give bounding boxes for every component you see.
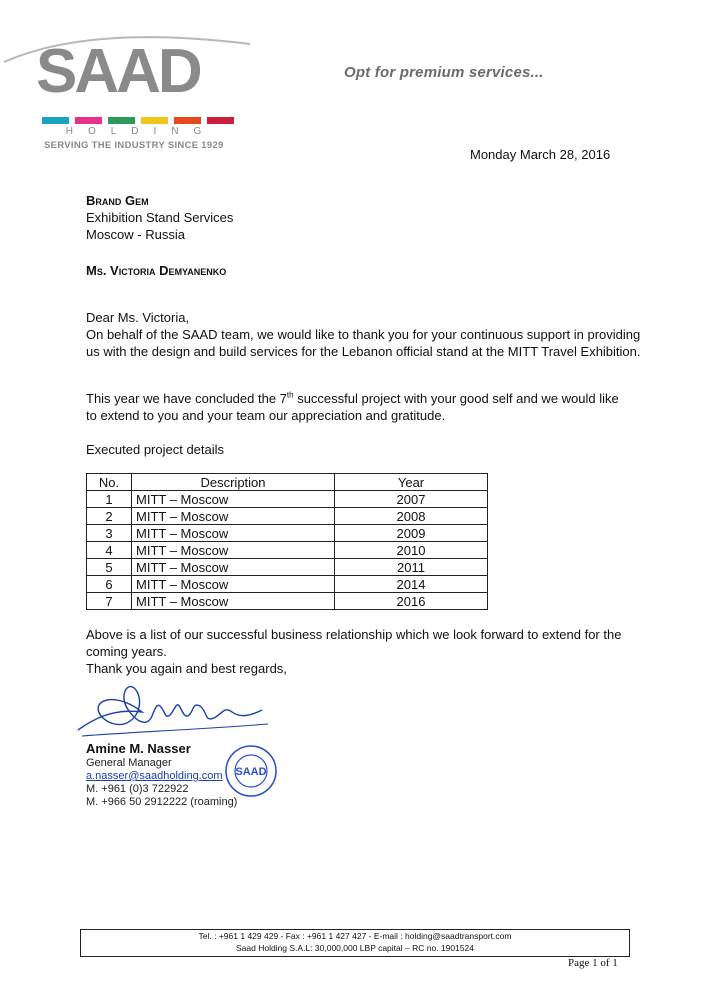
footer-line-2: Saad Holding S.A.L: 30,000,000 LBP capital – RC no. 1901524	[235, 943, 475, 953]
logo-bar-4	[141, 117, 168, 124]
cell-year: 2008	[335, 508, 488, 525]
recipient-line-2: Exhibition Stand Services	[86, 210, 234, 225]
table-row	[87, 542, 488, 559]
header-description: Description	[132, 474, 335, 491]
table-row	[87, 508, 488, 525]
recipient-company: Brand Gem	[86, 193, 149, 208]
cell-no: 2	[87, 508, 132, 525]
signatory-email-link[interactable]: a.nasser@saadholding.com	[86, 770, 223, 782]
signature-icon	[72, 672, 272, 750]
table-header-row	[87, 474, 488, 491]
table-row	[87, 559, 488, 576]
footer-box	[80, 929, 630, 957]
cell-description: MITT – Moscow	[132, 593, 335, 610]
cell-description: MITT – Moscow	[132, 508, 335, 525]
paragraph-2-after: successful project with your good self and we would like to extend to you and your team our appreciation and gratitude.	[86, 391, 619, 423]
paragraph-2-superscript: th	[286, 390, 294, 400]
paragraph-2-before: This year we have concluded the 7	[86, 391, 287, 406]
cell-description: MITT – Moscow	[132, 576, 335, 593]
cell-no: 3	[87, 525, 132, 542]
projects-table	[86, 473, 488, 610]
logo-bar-3	[108, 117, 135, 124]
stamp-icon	[224, 744, 278, 798]
saad-holding-logo	[0, 22, 260, 151]
cell-no: 6	[87, 576, 132, 593]
cell-no: 4	[87, 542, 132, 559]
logo-bar-2	[75, 117, 102, 124]
logo-slogan: SERVING THE INDUSTRY SINCE 1929	[44, 140, 224, 151]
cell-description: MITT – Moscow	[132, 559, 335, 576]
letter-date: Monday March 28, 2016	[470, 147, 611, 162]
header-no: No.	[87, 474, 132, 491]
cell-no: 1	[87, 491, 132, 508]
cell-year: 2009	[335, 525, 488, 542]
logo-brand: SAAD	[36, 37, 200, 106]
cell-year: 2010	[335, 542, 488, 559]
company-tagline: Opt for premium services...	[344, 64, 544, 81]
recipient-address	[86, 192, 233, 243]
paragraph-2	[86, 390, 626, 424]
table-row	[87, 491, 488, 508]
company-stamp	[224, 744, 278, 798]
cell-no: 7	[87, 593, 132, 610]
signatory-title: General Manager	[86, 757, 172, 769]
table-intro: Executed project details	[86, 442, 225, 457]
recipient-line-3: Moscow - Russia	[86, 227, 185, 242]
closing-regards: Thank you again and best regards,	[86, 661, 287, 676]
logo-bar-1	[42, 117, 69, 124]
cell-year: 2007	[335, 491, 488, 508]
handwritten-signature	[72, 672, 272, 750]
logo-bar-6	[207, 117, 234, 124]
header-year: Year	[335, 474, 488, 491]
signatory-phone-1: M. +961 (0)3 722922	[86, 783, 189, 795]
salutation: Dear Ms. Victoria,	[86, 310, 190, 325]
table-row	[87, 576, 488, 593]
paragraph-1: On behalf of the SAAD team, we would like to thank you for your continuous support in providing us with the design and build services for the Lebanon official stand at the MITT Travel Exhibition.	[86, 327, 641, 359]
signatory-name: Amine M. Nasser	[86, 741, 191, 756]
closing	[86, 626, 626, 677]
cell-description: MITT – Moscow	[132, 491, 335, 508]
cell-year: 2014	[335, 576, 488, 593]
cell-description: MITT – Moscow	[132, 525, 335, 542]
page-number: Page 1 of 1	[568, 957, 618, 969]
recipient-attention: Ms. Victoria Demyanenko	[86, 263, 227, 278]
footer-line-1: Tel. : +961 1 429 429 - Fax : +961 1 427 427 - E-mail : holding@saadtransport.com	[198, 931, 512, 941]
cell-year: 2011	[335, 559, 488, 576]
stamp-text: SAAD	[235, 766, 267, 778]
closing-paragraph: Above is a list of our successful business relationship which we look forward to extend for the coming years.	[86, 627, 622, 659]
cell-year: 2016	[335, 593, 488, 610]
cell-no: 5	[87, 559, 132, 576]
table-row	[87, 525, 488, 542]
logo-bar-5	[174, 117, 201, 124]
signatory-phone-2: M. +966 50 2912222 (roaming)	[86, 796, 238, 808]
letter-paragraph-1	[86, 309, 646, 360]
table-row	[87, 593, 488, 610]
logo-subbrand: HOLDING	[65, 126, 217, 137]
cell-description: MITT – Moscow	[132, 542, 335, 559]
signatory-details	[86, 757, 237, 809]
